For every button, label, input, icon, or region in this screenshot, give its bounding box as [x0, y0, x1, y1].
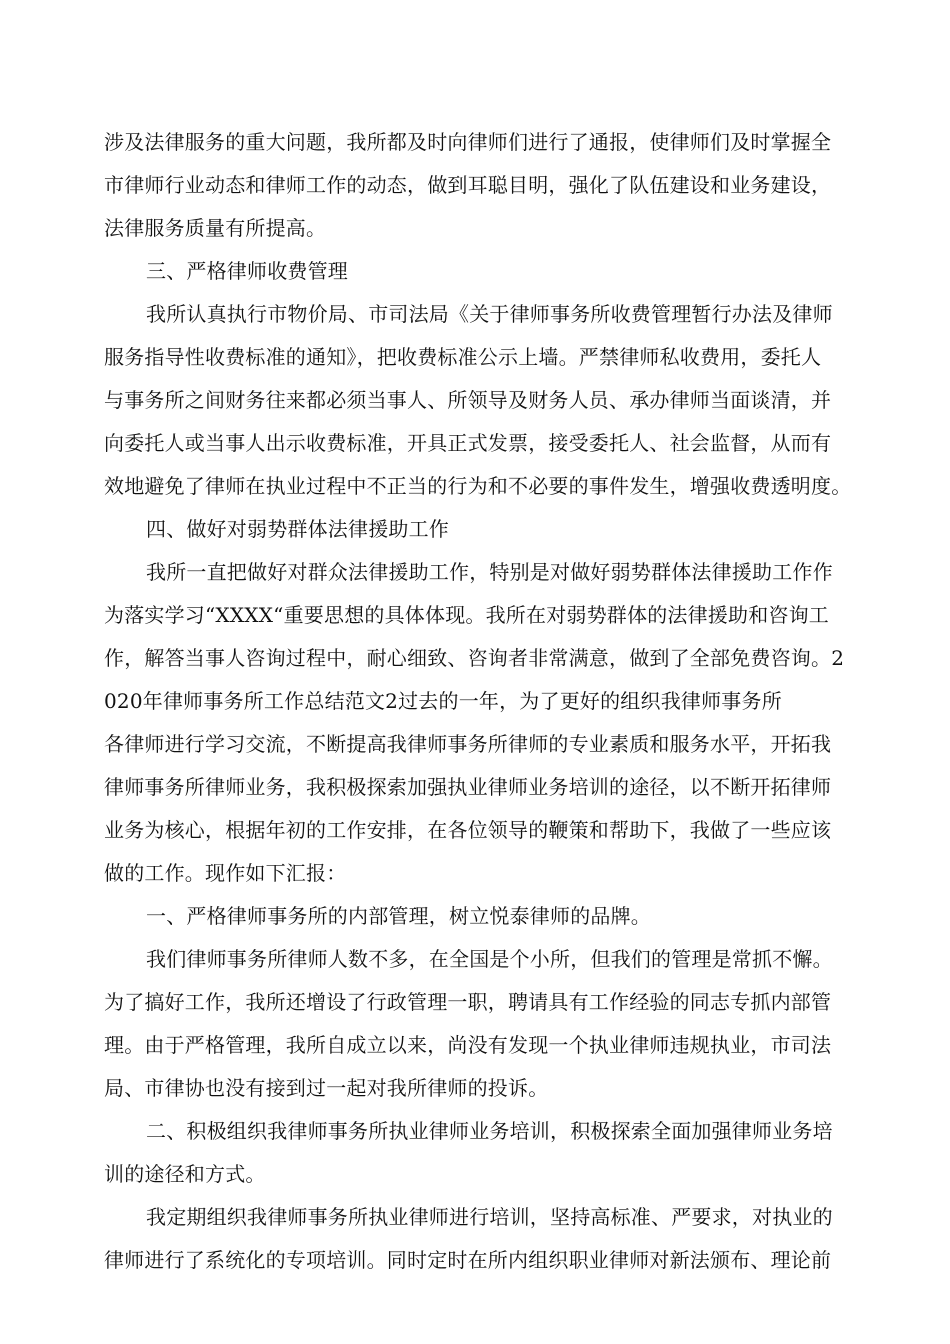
section-heading: 四、做好对弱势群体法律援助工作 — [146, 517, 449, 541]
text-line: 与事务所之间财务往来都必须当事人、所领导及财务人员、承办律师当面谈清，并 — [104, 388, 832, 412]
text-line: 为落实学习“XXXX“重要思想的具体体现。我所在对弱势群体的法律援助和咨询工 — [104, 603, 830, 627]
text-line: 效地避免了律师在执业过程中不正当的行为和不必要的事件发生，增强收费透明度。 — [104, 474, 852, 498]
section-heading: 二、积极组织我律师事务所执业律师业务培训，积极探索全面加强律师业务培 — [146, 1119, 833, 1143]
text-line: 业务为核心，根据年初的工作安排，在各位领导的鞭策和帮助下，我做了一些应该 — [104, 818, 832, 842]
section-heading: 一、严格律师事务所的内部管理，树立悦泰律师的品牌。 — [146, 904, 651, 928]
text-line: 为了搞好工作，我所还增设了行政管理一职，聘请具有工作经验的同志专抓内部管 — [104, 990, 832, 1014]
text-line: 服务指导性收费标准的通知》，把收费标准公示上墙。严禁律师私收费用，委托人 — [104, 345, 822, 369]
text-line: 020年律师事务所工作总结范文2过去的一年，为了更好的组织我律师事务所 — [104, 689, 782, 713]
text-line: 向委托人或当事人出示收费标准，开具正式发票，接受委托人、社会监督，从而有 — [104, 431, 832, 455]
text-line: 涉及法律服务的重大问题，我所都及时向律师们进行了通报，使律师们及时掌握全 — [104, 130, 832, 154]
text-line: 我所一直把做好对群众法律援助工作，特别是对做好弱势群体法律援助工作作 — [146, 560, 833, 584]
text-line: 我所认真执行市物价局、市司法局《关于律师事务所收费管理暂行办法及律师 — [146, 302, 833, 326]
section-heading: 三、严格律师收费管理 — [146, 259, 348, 283]
text-line: 律师事务所律师业务，我积极探索加强执业律师业务培训的途径，以不断开拓律师 — [104, 775, 832, 799]
text-line: 做的工作。现作如下汇报： — [104, 861, 347, 885]
text-line: 局、市律协也没有接到过一起对我所律师的投诉。 — [104, 1076, 549, 1100]
text-line: 我定期组织我律师事务所执业律师进行培训，坚持高标准、严要求，对执业的 — [146, 1205, 833, 1229]
text-line: 我们律师事务所律师人数不多，在全国是个小所，但我们的管理是常抓不懈。 — [146, 947, 833, 971]
text-line: 理。由于严格管理，我所自成立以来，尚没有发现一个执业律师违规执业，市司法 — [104, 1033, 832, 1057]
text-line: 律师进行了系统化的专项培训。同时定时在所内组织职业律师对新法颁布、理论前 — [104, 1248, 832, 1272]
text-line: 法律服务质量有所提高。 — [104, 216, 327, 240]
text-line: 训的途径和方式。 — [104, 1162, 266, 1186]
text-line: 各律师进行学习交流，不断提高我律师事务所律师的专业素质和服务水平，开拓我 — [104, 732, 832, 756]
text-line: 作，解答当事人咨询过程中，耐心细致、咨询者非常满意，做到了全部免费咨询。2 — [104, 646, 845, 670]
text-line: 市律师行业动态和律师工作的动态，做到耳聪目明，强化了队伍建设和业务建设， — [104, 173, 832, 197]
